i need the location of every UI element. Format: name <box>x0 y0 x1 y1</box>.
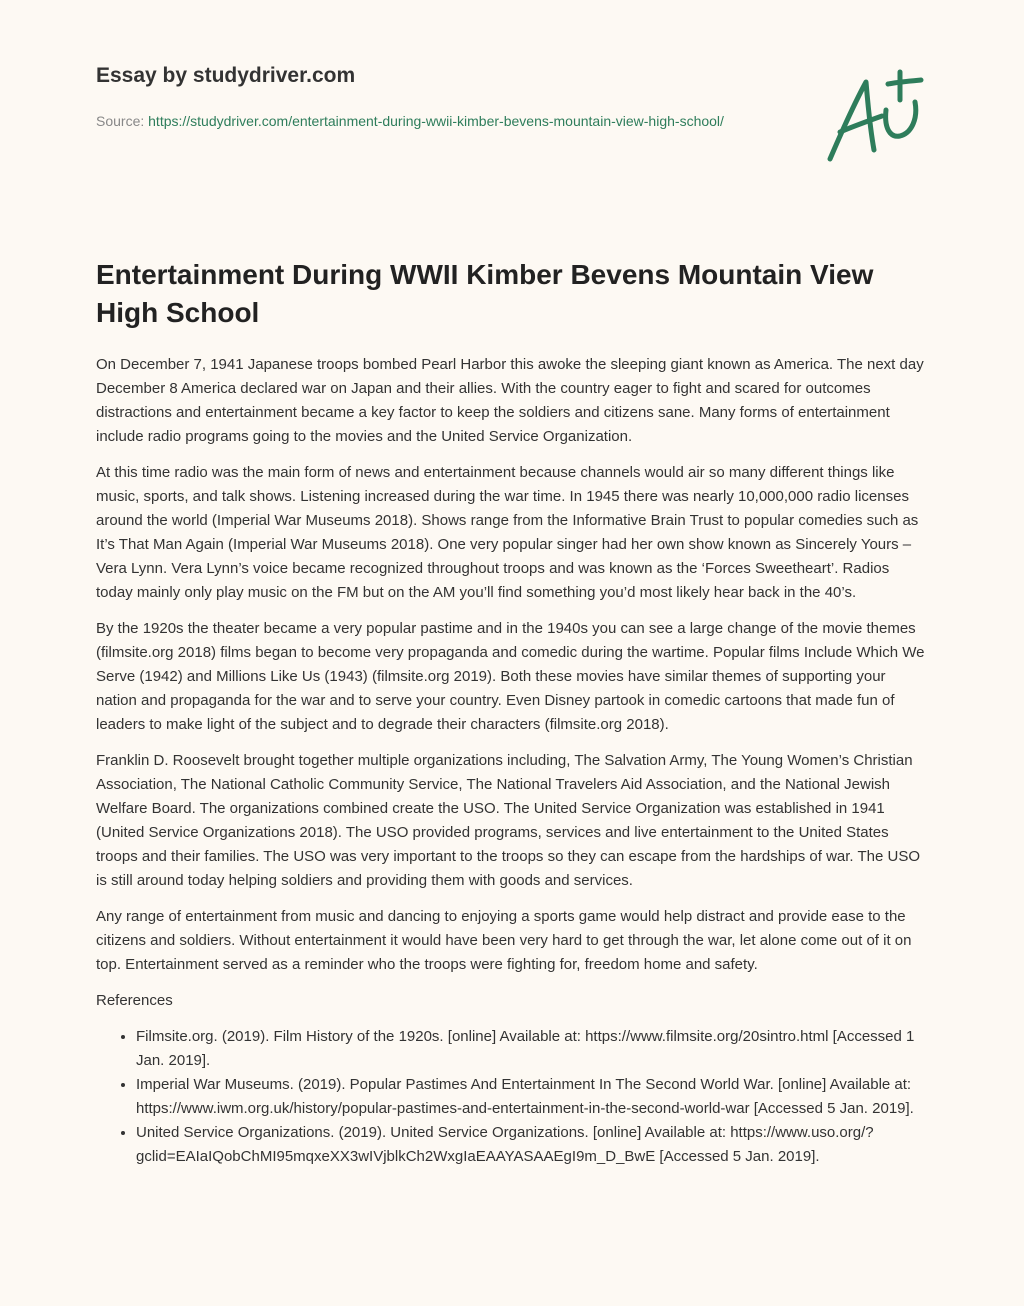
references-heading: References <box>96 992 173 1009</box>
paragraph: On December 7, 1941 Japanese troops bombed Pearl Harbor this awoke the sleeping giant known as America. The next day December 8 America declared war on Japan and their allies. With the country eager to fight and scared for outcomes distractions and entertainment became a key factor to keep the soldiers and citizens sane. Many forms of entertainment include radio programs going to the movies and the United Service Organization. <box>96 356 924 445</box>
a-plus-logo-icon <box>820 66 930 166</box>
paragraph: By the 1920s the theater became a very popular pastime and in the 1940s you can see a large change of the movie themes (filmsite.org 2018) films began to become very propaganda and comedic during the wartime. Popular films Include Which We Serve (1942) and Millions Like Us (1943) (filmsite.org 2019). Both these movies have similar themes of supporting your nation and propaganda for the war and to serve your country. Even Disney partook in comedic cartoons that made fun of leaders to make light of the subject and to degrade their characters (filmsite.org 2018). <box>96 620 925 733</box>
source-label: Source: <box>96 113 149 129</box>
reference-item: • United Service Organizations. (2019). United Service Organizations. [online] Available at: https://www.uso.org/?gclid=EAIaIQobChMI95mqxeXX3wIVjblkCh2WxgIaEAAYASAAEgI9m_D_BwE [Accessed 5 Jan. 2019]. <box>136 1121 928 1169</box>
header <box>96 62 796 90</box>
reference-item: • Filmsite.org. (2019). Film History of the 1920s. [online] Available at: https://www.filmsite.org/20sintro.html [Accessed 1 Jan. 2019]. <box>136 1025 928 1073</box>
source-link[interactable]: https://studydriver.com/entertainment-during-wwii-kimber-bevens-mountain-view-high-school/ <box>148 113 724 129</box>
a-plus-logo <box>820 66 930 166</box>
paragraph: Any range of entertainment from music and dancing to enjoying a sports game would help distract and provide ease to the citizens and soldiers. Without entertainment it would have been very hard to get through the war, let alone come out of it on top. Entertainment served as a reminder who the troops were fighting for, freedom home and safety. <box>96 908 912 973</box>
references-list <box>96 1025 928 1169</box>
paragraph: At this time radio was the main form of news and entertainment because channels would air so many different things like music, sports, and talk shows. Listening increased during the war time. In 1945 there was nearly 10,000,000 radio licenses around the world (Imperial War Museums 2018). Shows range from the Informative Brain Trust to popular comedies such as It’s That Man Again (Imperial War Museums 2018). One very popular singer had her own show known as Sincerely Yours – Vera Lynn. Vera Lynn’s voice became recognized throughout troops and was known as the ‘Forces Sweetheart’. Radios today mainly only play music on the FM but on the AM you’ll find something you’d most likely hear back in the 40’s. <box>96 464 919 601</box>
essay-title: Entertainment During WWII Kimber Bevens Mountain View High School <box>96 259 874 328</box>
essay-body <box>96 353 928 1169</box>
reference-item: • Imperial War Museums. (2019). Popular Pastimes And Entertainment In The Second World War. [online] Available at: https://www.iwm.org.uk/history/popular-pastimes-and-entertainment-in-the-second-world-war [Accessed 5 Jan. 2019]. <box>136 1073 928 1121</box>
source-line <box>96 110 736 132</box>
site-title: Essay by studydriver.com <box>96 64 356 87</box>
paragraph: Franklin D. Roosevelt brought together multiple organizations including, The Salvation Army, The Young Women’s Christian Association, The National Catholic Community Service, The National Travelers Aid Association, and the National Jewish Welfare Board. The organizations combined create the USO. The United Service Organization was established in 1941 (United Service Organizations 2018). The USO provided programs, services and live entertainment to the United States troops and their families. The USO was very important to the troops so they can escape from the hardships of war. The USO is still around today helping soldiers and providing them with goods and services. <box>96 752 921 889</box>
